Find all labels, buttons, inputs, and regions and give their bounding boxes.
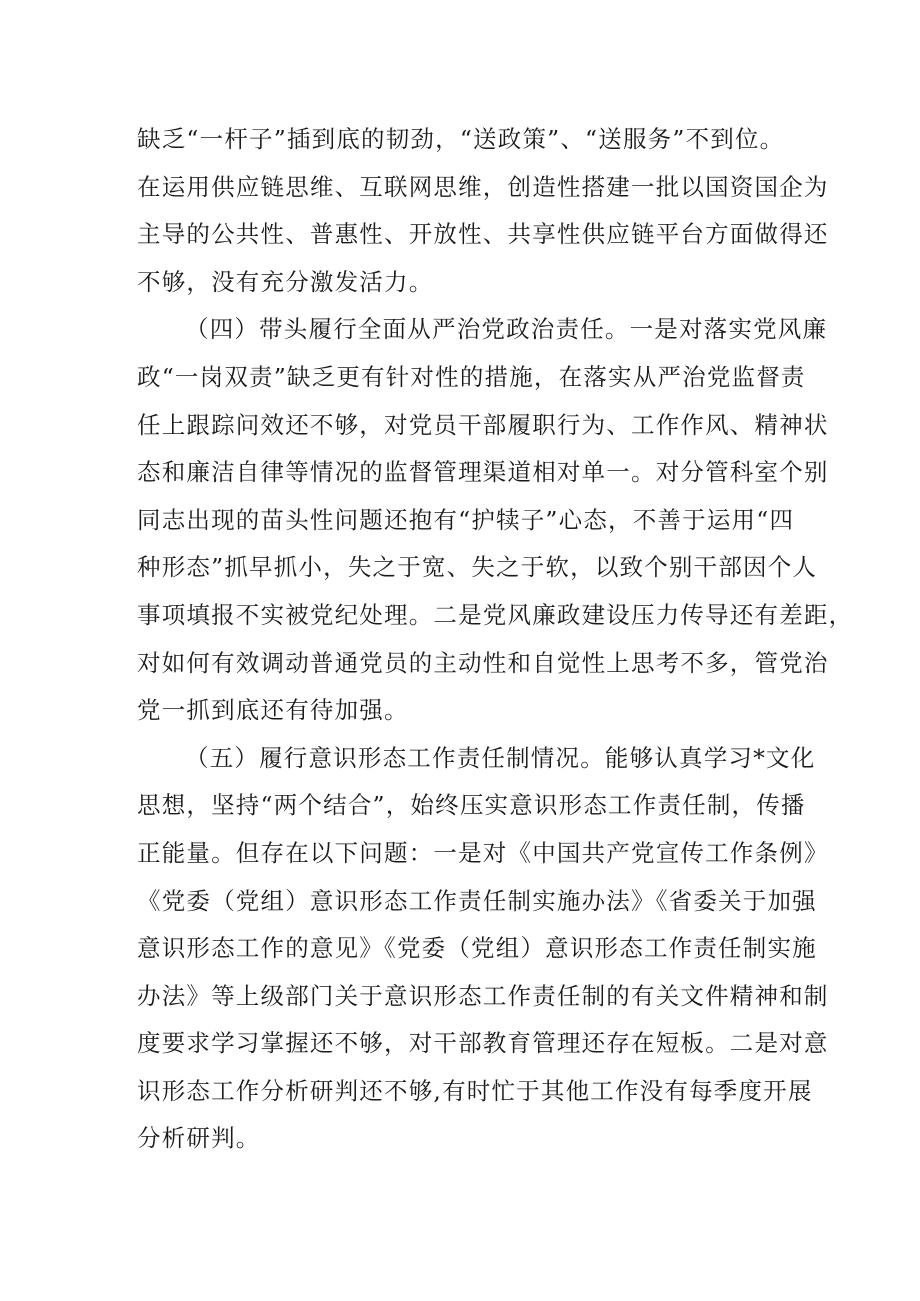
text-line: 在运用供应链思维、互联网思维，创造性搭建一批以国资国企为 [137, 172, 829, 201]
text-line: 同志出现的苗头性问题还抱有“护犊子”心态，不善于运用“四 [137, 505, 795, 534]
text-line: 对如何有效调动普通党员的主动性和自觉性上思考不多，管党治 [137, 648, 829, 677]
document-body [137, 116, 854, 1163]
paragraph-section-five [137, 735, 829, 1163]
text-line: 态和廉洁自律等情况的监督管理渠道相对单一。对分管科室个别 [137, 458, 829, 487]
text-line-first: （五）履行意识形态工作责任制情况。能够认真学习*文化 [185, 743, 816, 772]
text-line: 思想，坚持“两个结合”，始终压实意识形态工作责任制，传播 [137, 791, 806, 820]
text-line: 事项填报不实被党纪处理。二是党风廉政建设压力传导还有差距， [137, 600, 854, 629]
text-line: 不够，没有充分激发活力。 [137, 267, 434, 296]
text-line: 度要求学习掌握还不够，对干部教育管理还存在短板。二是对意 [137, 1029, 829, 1058]
text-line: 任上跟踪问效还不够，对党员干部履职行为、工作作风、精神状 [137, 410, 829, 439]
text-line: 识形态工作分析研判还不够,有时忙于其他工作没有每季度开展 [137, 1076, 813, 1105]
text-line: 办法》等上级部门关于意识形态工作责任制的有关文件精神和制 [137, 981, 829, 1010]
text-line: 分析研判。 [137, 1124, 261, 1153]
paragraph-continuation [137, 116, 829, 306]
text-line: 主导的公共性、普惠性、开放性、共享性供应链平台方面做得还 [137, 220, 829, 249]
text-line: 政“一岗双责”缺乏更有针对性的措施，在落实从严治党监督责 [137, 362, 806, 391]
text-line: 种形态”抓早抓小，失之于宽、失之于软，以致个别干部因个人 [137, 553, 818, 582]
paragraph-section-four [137, 306, 854, 734]
text-line: 《党委（党组）意识形态工作责任制实施办法》《省委关于加强 [137, 886, 817, 915]
text-line-first: （四）带头履行全面从严治党政治责任。一是对落实党风廉 [185, 315, 828, 344]
text-line: 党一抓到底还有待加强。 [137, 696, 409, 725]
text-line: 意识形态工作的意见》《党委（党组）意识形态工作责任制实施 [137, 934, 817, 963]
text-line: 正能量。但存在以下问题：一是对《中国共产党宣传工作条例》 [137, 838, 829, 867]
text-line: 缺乏“一杆子”插到底的韧劲，“送政策”、“送服务”不到位。 [137, 125, 785, 153]
